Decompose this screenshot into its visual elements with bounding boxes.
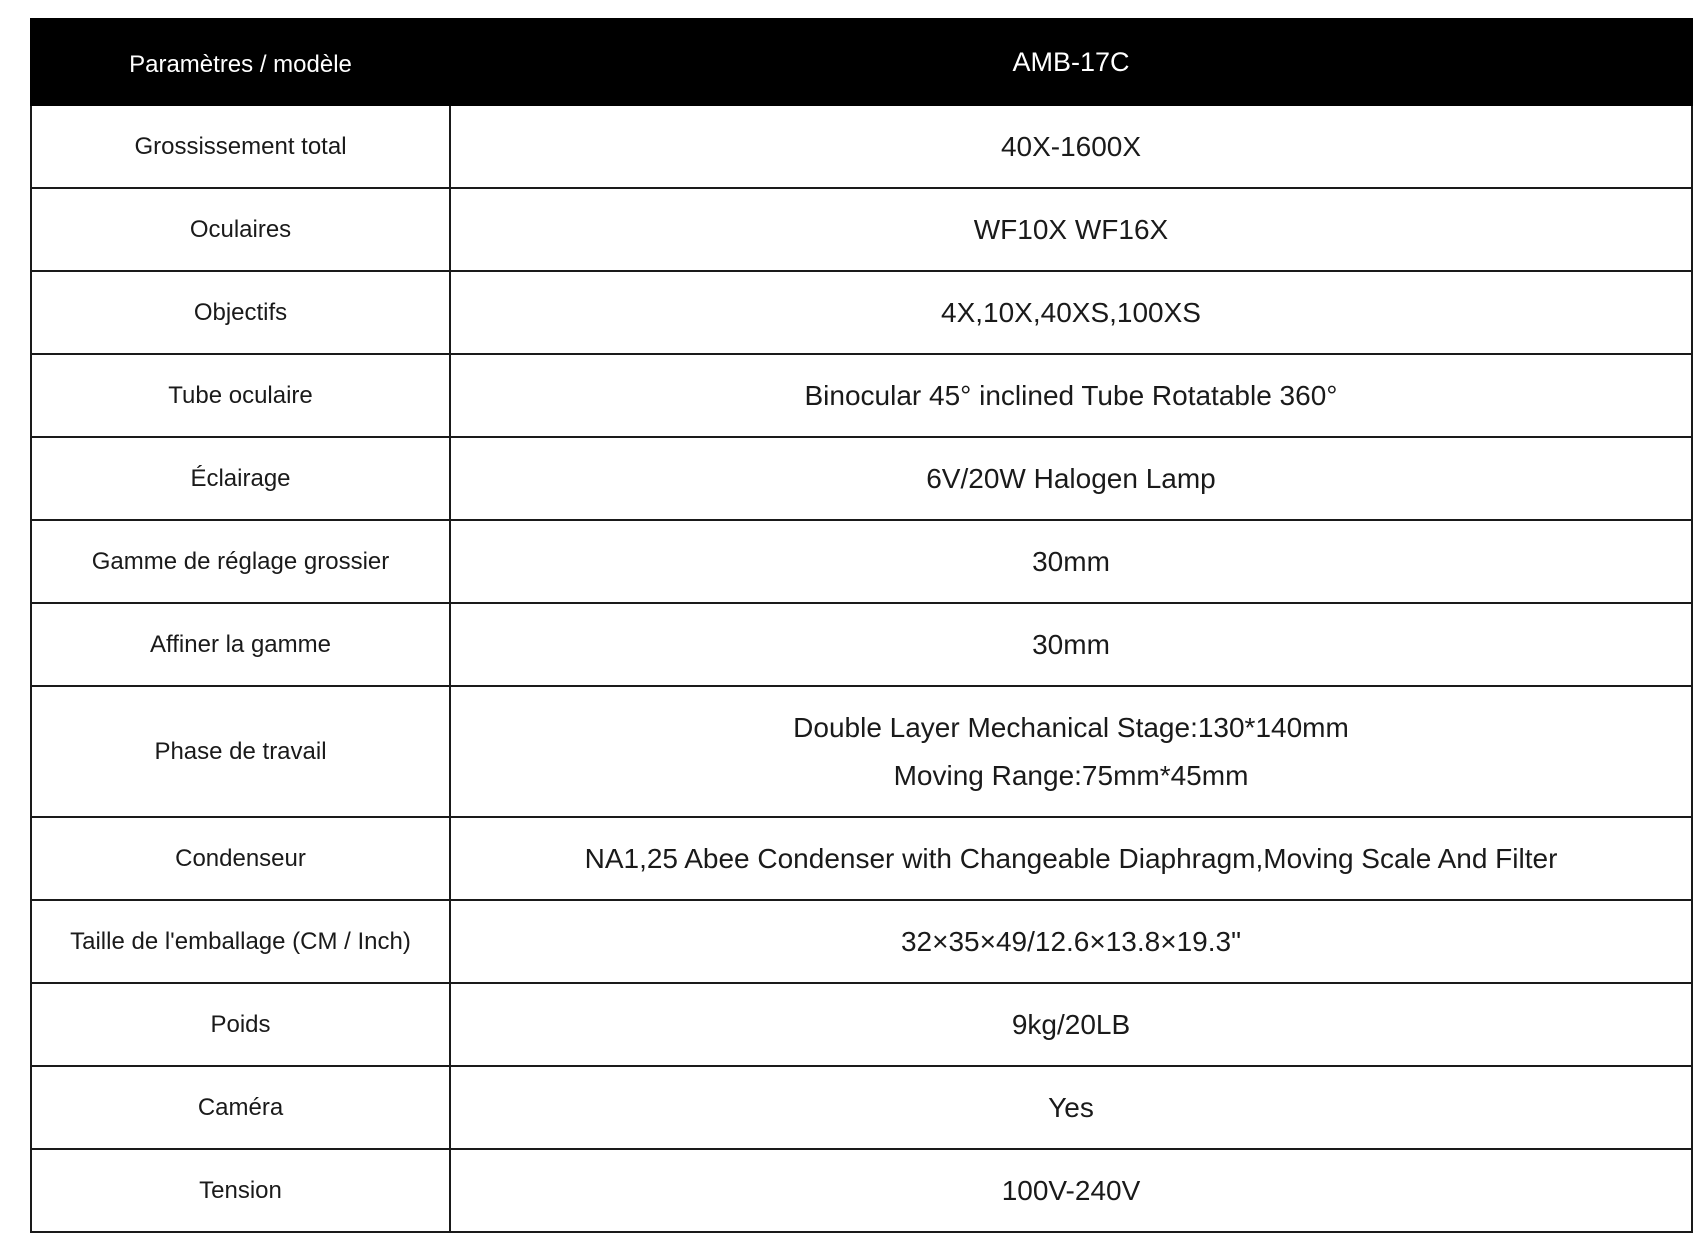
value-text: 32×35×49/12.6×13.8×19.3"	[900, 925, 1242, 957]
spec-table-body	[31, 105, 1692, 1232]
param-cell	[31, 520, 450, 603]
value-text: 30mm	[1032, 628, 1110, 660]
param-label: Éclairage	[190, 464, 291, 492]
param-cell	[31, 686, 450, 817]
table-row	[31, 105, 1692, 188]
value-cell	[450, 603, 1692, 686]
param-cell	[31, 105, 450, 188]
param-label: Grossissement total	[134, 132, 347, 160]
param-label: Gamme de réglage grossier	[91, 547, 390, 575]
param-label: Taille de l'emballage (CM / Inch)	[70, 927, 411, 955]
table-row	[31, 1066, 1692, 1149]
value-text: NA1,25 Abee Condenser with Changeable Diaphragm,Moving Scale And Filter	[584, 842, 1558, 874]
param-cell	[31, 603, 450, 686]
value-text: Double Layer Mechanical Stage:130*140mm	[793, 711, 1349, 743]
table-row	[31, 603, 1692, 686]
value-text: 9kg/20LB	[1011, 1008, 1131, 1040]
header-row	[31, 19, 1692, 105]
header-model-label: AMB-17C	[450, 19, 1692, 105]
header-param-label: Paramètres / modèle	[31, 19, 450, 105]
value-cell	[450, 271, 1692, 354]
value-text: WF10X WF16X	[973, 213, 1169, 245]
value-text: 100V-240V	[1001, 1174, 1141, 1206]
param-label: Objectifs	[193, 298, 288, 326]
table-row	[31, 686, 1692, 817]
param-cell	[31, 188, 450, 271]
param-cell	[31, 900, 450, 983]
param-label: Caméra	[197, 1093, 284, 1121]
value-cell	[450, 354, 1692, 437]
value-cell	[450, 817, 1692, 900]
value-cell	[450, 520, 1692, 603]
value-text: 30mm	[1032, 545, 1110, 577]
table-row	[31, 983, 1692, 1066]
value-text: Moving Range:75mm*45mm	[893, 759, 1249, 791]
param-label: Oculaires	[189, 215, 292, 243]
spec-table	[30, 18, 1693, 1233]
param-cell	[31, 354, 450, 437]
value-cell	[450, 1066, 1692, 1149]
table-row	[31, 188, 1692, 271]
value-cell	[450, 188, 1692, 271]
value-text: 40X-1600X	[1000, 130, 1142, 162]
param-cell	[31, 437, 450, 520]
table-row	[31, 437, 1692, 520]
param-cell	[31, 1066, 450, 1149]
param-label: Tube oculaire	[168, 381, 313, 409]
value-cell	[450, 1149, 1692, 1232]
param-label: Phase de travail	[154, 737, 327, 765]
table-row	[31, 1149, 1692, 1232]
param-cell	[31, 271, 450, 354]
value-cell	[450, 105, 1692, 188]
param-label: Tension	[199, 1176, 282, 1204]
table-row	[31, 900, 1692, 983]
value-text: 6V/20W Halogen Lamp	[926, 462, 1216, 494]
table-row	[31, 271, 1692, 354]
value-cell	[450, 983, 1692, 1066]
param-label: Poids	[210, 1010, 271, 1038]
table-row	[31, 354, 1692, 437]
value-text: Yes	[1048, 1091, 1094, 1123]
spec-table-header	[31, 19, 1692, 105]
param-cell	[31, 1149, 450, 1232]
param-cell	[31, 817, 450, 900]
table-row	[31, 520, 1692, 603]
value-text: Binocular 45° inclined Tube Rotatable 360°	[804, 379, 1338, 411]
param-label: Affiner la gamme	[150, 630, 331, 658]
param-label: Condenseur	[175, 844, 306, 872]
param-cell	[31, 983, 450, 1066]
table-row	[31, 817, 1692, 900]
value-text: 4X,10X,40XS,100XS	[941, 296, 1201, 328]
value-cell	[450, 900, 1692, 983]
value-cell	[450, 437, 1692, 520]
value-cell	[450, 686, 1692, 817]
